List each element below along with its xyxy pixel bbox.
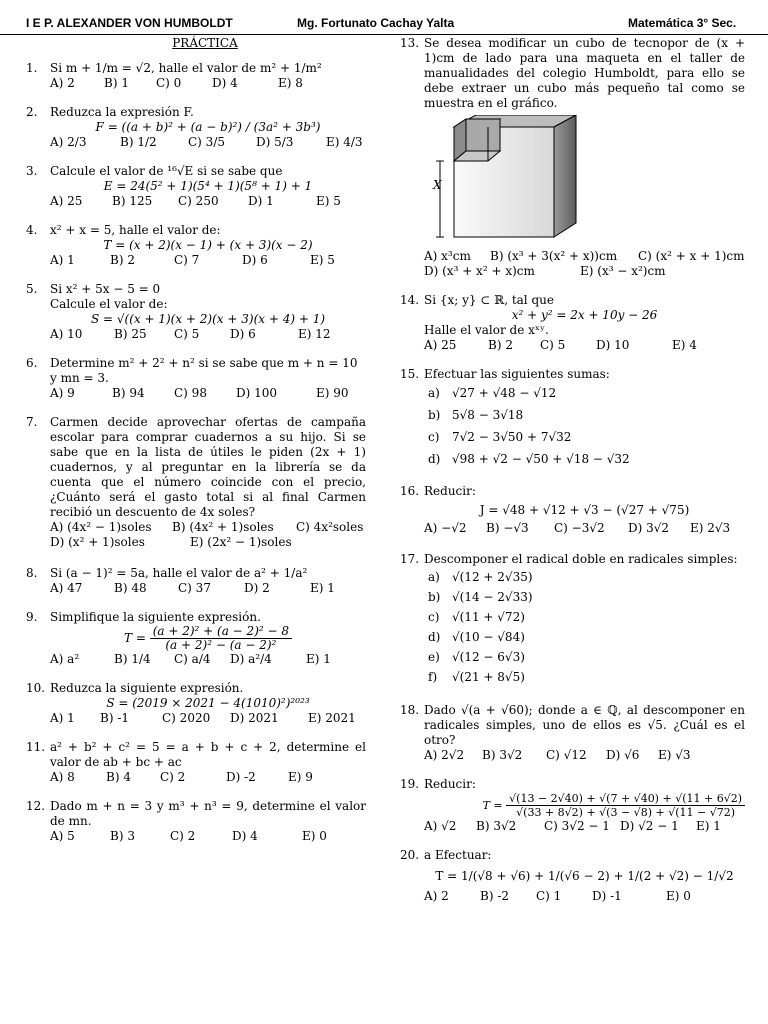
options — [50, 581, 366, 596]
option-c: C) 2 — [160, 770, 186, 784]
option-c: C) √12 — [546, 748, 587, 762]
option-a: A) 47 — [50, 581, 83, 595]
option-b: B) 4 — [106, 770, 131, 784]
left-column — [26, 36, 366, 844]
options — [424, 748, 745, 763]
option-c: C) 3√2 − 1 — [544, 819, 610, 833]
equation-numerator: √(13 − 2√40) + √(7 + √40) + √(11 + 6√2) — [506, 792, 745, 806]
question-text: Reduzca la expresión F. — [50, 105, 194, 119]
question-text: Si m + 1/m = √2, halle el valor de m² + 1/m² — [50, 61, 322, 75]
question-9 — [26, 610, 366, 667]
options — [50, 135, 366, 150]
option-e: E) 8 — [278, 76, 303, 90]
question-8 — [26, 566, 366, 596]
options — [50, 829, 366, 844]
item-c: c) 7√2 − 3√50 + 7√32 — [428, 430, 572, 444]
option-e: E) 12 — [298, 327, 331, 341]
teacher-name: Mg. Fortunato Cachay Yalta — [297, 16, 455, 30]
question-number: 3. — [26, 164, 38, 178]
option-d: D) (x² + 1)soles — [50, 535, 145, 549]
question-number: 7. — [26, 415, 38, 429]
question-text: Carmen decide aprovechar ofertas de campaña escolar para comprar cuadernos a su hijo. Si se sabe que en la lista de útiles le piden (2x + 1) cuadernos, y al preguntar en la librería se da cuenta que el número coincide con el precio, ¿Cuánto será el gasto total si al final Carmen recibió un descuento de 4x soles? — [50, 415, 366, 519]
question-3 — [26, 164, 366, 209]
option-c: C) 2 — [170, 829, 196, 843]
question-15 — [400, 367, 745, 470]
option-e: E) 90 — [316, 386, 349, 400]
question-4 — [26, 223, 366, 268]
question-number: 4. — [26, 223, 38, 237]
options — [50, 652, 366, 667]
option-b: B) 48 — [114, 581, 147, 595]
question-number: 5. — [26, 282, 38, 296]
option-e: E) √3 — [658, 748, 691, 762]
page-header — [0, 0, 768, 35]
option-b: B) 1/2 — [120, 135, 157, 149]
options — [50, 770, 366, 785]
option-b: B) (x³ + 3(x² + x))cm — [490, 249, 618, 263]
option-d: D) 6 — [230, 327, 256, 341]
option-e: E) 4/3 — [326, 135, 363, 149]
question-1 — [26, 61, 366, 91]
option-b: B) 2 — [110, 253, 135, 267]
option-e: E) 1 — [306, 652, 331, 666]
option-a: A) 8 — [50, 770, 75, 784]
option-d: D) 10 — [596, 338, 630, 352]
question-13 — [400, 36, 745, 279]
option-b: B) 3 — [110, 829, 135, 843]
equation-denominator: √(33 + 8√2) + √(3 − √8) + √(11 − √72) — [516, 806, 735, 819]
option-e: E) 0 — [302, 829, 327, 843]
item-d: d) √(10 − √84) — [428, 630, 525, 644]
question-number: 14. — [400, 293, 420, 307]
question-text-2: Calcule el valor de: — [50, 297, 168, 311]
page-title: PRÁCTICA — [172, 36, 238, 50]
option-d: D) -2 — [226, 770, 256, 784]
option-e: E) 9 — [288, 770, 313, 784]
option-d: D) 4 — [212, 76, 238, 90]
equation: x² + y² = 2x + 10y − 26 — [511, 308, 658, 322]
option-b: B) (4x² + 1)soles — [172, 520, 274, 534]
cube-figure — [430, 115, 745, 249]
option-d: D) √2 − 1 — [620, 819, 679, 833]
question-number: 12. — [26, 799, 46, 813]
question-5 — [26, 282, 366, 342]
option-a: A) 2√2 — [424, 748, 465, 762]
question-20 — [400, 848, 745, 904]
option-c: C) 250 — [178, 194, 219, 208]
option-c: C) 1 — [536, 889, 562, 903]
question-number: 6. — [26, 356, 38, 370]
option-a: A) 25 — [424, 338, 457, 352]
question-text: Determine m² + 2² + n² si se sabe que m + n = 10 y mn = 3. — [50, 356, 358, 385]
question-text: a Efectuar: — [424, 848, 492, 862]
option-a: A) 2/3 — [50, 135, 87, 149]
option-c: C) 7 — [174, 253, 200, 267]
question-number: 8. — [26, 566, 38, 580]
option-b: B) 3√2 — [476, 819, 517, 833]
option-e: E) 2√3 — [690, 521, 731, 535]
question-text: x² + x = 5, halle el valor de: — [50, 223, 221, 237]
options — [424, 521, 745, 536]
options — [50, 253, 366, 268]
option-e: E) 2021 — [308, 711, 356, 725]
option-d: D) 100 — [236, 386, 278, 400]
option-c: C) 37 — [178, 581, 211, 595]
question-number: 18. — [400, 703, 420, 717]
option-d: D) -1 — [592, 889, 622, 903]
options — [424, 819, 745, 834]
option-c: C) 5 — [540, 338, 566, 352]
item-b: b) 5√8 − 3√18 — [428, 408, 524, 422]
option-e: E) 5 — [310, 253, 335, 267]
option-a: A) 2 — [424, 889, 449, 903]
question-text: Calcule el valor de ¹⁶√E si se sabe que — [50, 164, 283, 178]
question-text: Se desea modificar un cubo de tecnopor de (x + 1)cm de lado para una maqueta en el taller de manualidades del colegio Humboldt, para ello se debe extraer un cubo más pequeño tal como se muestra en el gráfico. — [424, 36, 745, 110]
option-d: D) 5/3 — [256, 135, 294, 149]
options — [50, 386, 366, 401]
question-text: Simplifique la siguiente expresión. — [50, 610, 261, 624]
option-e: E) 1 — [696, 819, 721, 833]
option-e: E) 4 — [672, 338, 697, 352]
option-b: B) 125 — [112, 194, 153, 208]
option-a: A) √2 — [424, 819, 457, 833]
option-a: A) −√2 — [424, 521, 467, 535]
option-b: B) 1/4 — [114, 652, 151, 666]
option-c: C) (x² + x + 1)cm — [638, 249, 745, 263]
option-c: C) 3/5 — [188, 135, 225, 149]
option-a: A) 25 — [50, 194, 83, 208]
option-c: C) 4x²soles — [296, 520, 364, 534]
option-b: B) −√3 — [486, 521, 529, 535]
equation-denominator: (a + 2)² − (a − 2)² — [165, 638, 277, 652]
option-d: D) 2021 — [230, 711, 279, 725]
option-e: E) 0 — [666, 889, 691, 903]
option-b: B) 3√2 — [482, 748, 523, 762]
option-a: A) 1 — [50, 711, 75, 725]
equation-numerator: (a + 2)² + (a − 2)² − 8 — [150, 625, 292, 639]
option-b: B) -1 — [100, 711, 130, 725]
options — [50, 76, 366, 91]
question-12 — [26, 799, 366, 844]
question-text: Dado m + n = 3 y m³ + n³ = 9, determine el valor de mn. — [50, 799, 366, 828]
item-c: c) √(11 + √72) — [428, 610, 525, 624]
option-a: A) 9 — [50, 386, 75, 400]
options — [424, 889, 745, 904]
options — [50, 327, 366, 342]
option-c: C) 98 — [174, 386, 207, 400]
question-17 — [400, 552, 745, 687]
question-19 — [400, 777, 745, 834]
option-d: D) √6 — [606, 748, 640, 762]
question-number: 15. — [400, 367, 420, 381]
option-d: D) 1 — [248, 194, 274, 208]
question-number: 2. — [26, 105, 38, 119]
item-f: f) √(21 + 8√5) — [428, 670, 525, 684]
item-e: e) √(12 − 6√3) — [428, 650, 525, 664]
option-e: E) 1 — [310, 581, 335, 595]
question-number: 11. — [26, 740, 46, 754]
options — [424, 338, 745, 353]
option-c: C) 5 — [174, 327, 200, 341]
option-c: C) a/4 — [174, 652, 211, 666]
question-number: 19. — [400, 777, 420, 791]
option-c: C) 2020 — [162, 711, 211, 725]
question-2 — [26, 105, 366, 150]
option-e: E) (x³ − x²)cm — [580, 264, 666, 278]
cube-diagram — [430, 115, 580, 245]
option-e: E) (2x² − 1)soles — [190, 535, 292, 549]
item-d: d) √98 + √2 − √50 + √18 − √32 — [428, 452, 630, 466]
option-b: B) 94 — [112, 386, 145, 400]
option-a: A) 5 — [50, 829, 75, 843]
options-row-2 — [424, 264, 745, 279]
equation: T = (x + 2)(x − 1) + (x + 3)(x − 2) — [103, 238, 313, 252]
question-number: 20. — [400, 848, 420, 862]
option-d: D) 6 — [242, 253, 268, 267]
equation: T = $\frac{\text{(a + 2)² + (a − 2)² − 8}}{\text{(a + 2)² − (a − 2)²}}$ — [50, 625, 366, 652]
equation: J = √48 + √12 + √3 − (√27 + √75) — [479, 503, 690, 517]
option-b: B) 2 — [488, 338, 513, 352]
equation: E = 24(5² + 1)(5⁴ + 1)(5⁸ + 1) + 1 — [103, 179, 313, 193]
question-text: Si x² + 5x − 5 = 0 — [50, 282, 161, 296]
option-d: D) (x³ + x² + x)cm — [424, 264, 535, 278]
question-14 — [400, 293, 745, 353]
equation: S = (2019 × 2021 − 4(1010)²)²⁰²³ — [106, 696, 310, 710]
item-a: a) √(12 + 2√35) — [428, 570, 533, 584]
question-number: 1. — [26, 61, 38, 75]
options — [50, 711, 366, 726]
question-10 — [26, 681, 366, 726]
question-text: Efectuar las siguientes sumas: — [424, 367, 610, 381]
option-c: C) −3√2 — [554, 521, 605, 535]
option-d: D) 3√2 — [628, 521, 670, 535]
question-16 — [400, 484, 745, 536]
option-b: B) 25 — [114, 327, 147, 341]
question-number: 17. — [400, 552, 420, 566]
question-11 — [26, 740, 366, 785]
options-row-1 — [424, 249, 745, 264]
question-text: Si (a − 1)² = 5a, halle el valor de a² + 1/a² — [50, 566, 308, 580]
question-text: Reducir: — [424, 777, 476, 791]
question-text: Dado √(a + √60); donde a ∈ ℚ, al descomponer en radicales simples, uno de ellos es √5. ¿Cuál es el otro? — [424, 703, 745, 747]
options-row-2 — [50, 535, 366, 550]
item-b: b) √(14 − 2√33) — [428, 590, 533, 604]
option-b: B) 1 — [104, 76, 129, 90]
question-number: 16. — [400, 484, 420, 498]
option-a: A) (4x² − 1)soles — [50, 520, 152, 534]
question-18 — [400, 703, 745, 763]
option-b: B) -2 — [480, 889, 510, 903]
option-c: C) 0 — [156, 76, 182, 90]
question-number: 9. — [26, 610, 38, 624]
question-text: Descomponer el radical doble en radicales simples: — [424, 552, 738, 566]
question-number: 10. — [26, 681, 46, 695]
option-d: D) 2 — [244, 581, 270, 595]
question-text: Reducir: — [424, 484, 476, 498]
question-number: 13. — [400, 36, 420, 50]
option-a: A) a² — [50, 652, 80, 666]
equation: F = ((a + b)² + (a − b)²) / (3a² + 3b³) — [95, 120, 321, 134]
equation: S = √((x + 1)(x + 2)(x + 3)(x + 4) + 1) — [90, 312, 326, 326]
equation: T = $\frac{√(13 - 2√40) + √(7 + √40) + √(11 + 6√2)}{√(33 + 8√2) + √(3 - √8) + √(11 - √72)}$ — [424, 792, 745, 819]
question-6 — [26, 356, 366, 401]
option-d: D) a²/4 — [230, 652, 272, 666]
question-7 — [26, 415, 366, 550]
options-row-1 — [50, 520, 366, 535]
x-dimension-label: X — [433, 178, 442, 192]
option-a: A) x³cm — [424, 249, 471, 263]
school-name: I E P. ALEXANDER VON HUMBOLDT — [26, 16, 233, 30]
options — [50, 194, 366, 209]
option-a: A) 10 — [50, 327, 83, 341]
question-text-2: Halle el valor de xˣʸ. — [424, 323, 549, 337]
question-text: Reduzca la siguiente expresión. — [50, 681, 244, 695]
question-text: a² + b² + c² = 5 = a + b + c + 2, determine el valor de ab + bc + ac — [50, 740, 366, 769]
right-column — [400, 36, 745, 904]
option-a: A) 1 — [50, 253, 75, 267]
option-a: A) 2 — [50, 76, 75, 90]
option-d: D) 4 — [232, 829, 258, 843]
question-text: Si {x; y} ⊂ ℝ, tal que — [424, 293, 554, 307]
item-a: a) √27 + √48 − √12 — [428, 386, 557, 400]
option-e: E) 5 — [316, 194, 341, 208]
equation: T = 1/(√8 + √6) + 1/(√6 − 2) + 1/(2 + √2) − 1/√2 — [435, 869, 734, 883]
course-name: Matemática 3° Sec. — [628, 16, 737, 30]
